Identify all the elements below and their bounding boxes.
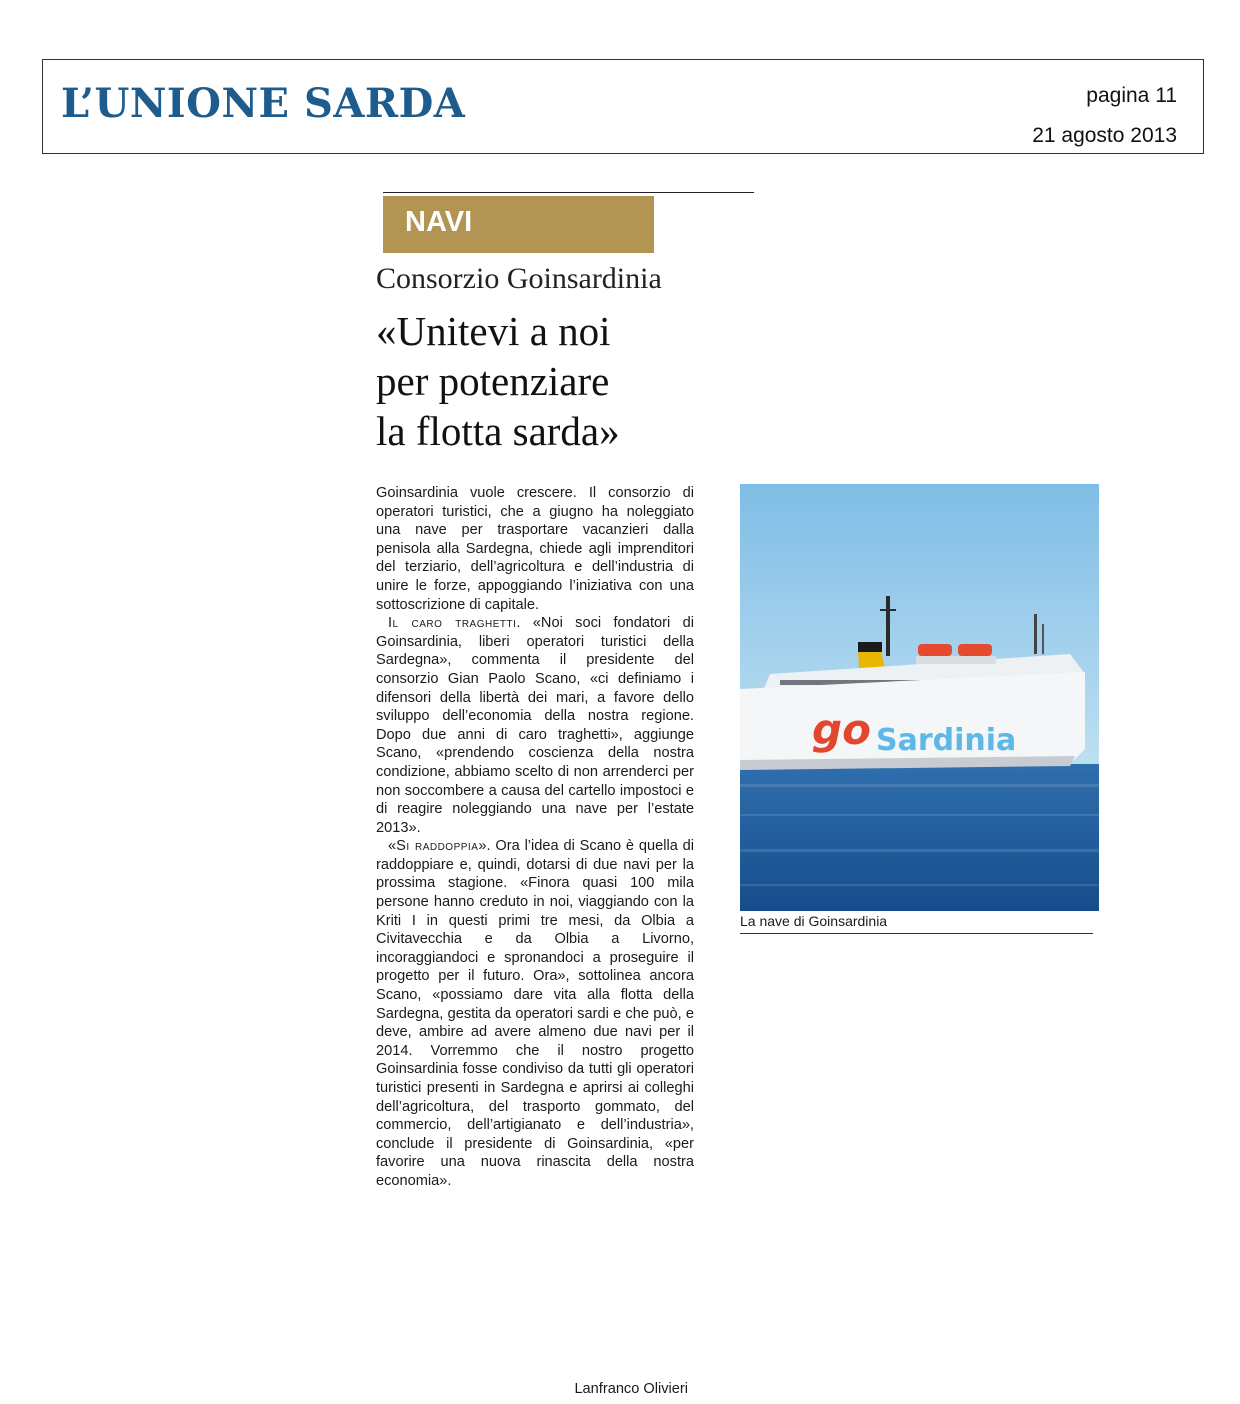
subhead-caro-traghetti: Il caro traghetti [388,615,517,632]
issue-date: 21 agosto 2013 [1032,124,1177,147]
page-number: pagina 11 [1086,84,1177,107]
hull-logo-sardinia: Sardinia [876,723,1017,758]
photo-caption: La nave di Goinsardinia [740,913,888,929]
masthead-box [42,59,1204,154]
headline-line: la flotta sarda» [376,408,620,454]
subhead-si-raddoppia: Si raddoppia [396,838,479,855]
headline-line: «Unitevi a noi [376,308,611,354]
paragraph: «Si raddoppia». Ora l’idea di Scano è quella di raddoppiare e, quindi, dotarsi di due navi per la prossima stagione. «Finora quasi 100 mila persone hanno creduto in noi, viaggiando con la Kriti I in questi primi tre mesi, da Olbia a Civitavecchia e da Olbia a Livorno, incoraggiandoci e spronandoci a proseguire il progetto per il futuro. Ora», sottolinea ancora Scano, «possiamo dare vita alla flotta della Sardegna, gestita da operatori sardi e che può, e deve, ambire ad avere almeno due navi per il 2014. Vorremmo che il nostro progetto Goinsardinia fosse condiviso da tutti gli operatori turistici presenti in Sardegna e aprirsi ai colleghi dell’agricoltura, del trasporto gommato, del commercio, dell’artigianato e dell’industria», conclude il presidente di Goinsardinia, «per favorire una nuova rinascita della nostra economia». [376,838,695,1189]
ship-photo [740,484,1099,911]
hull-logo-go: go [812,705,871,754]
article-headline [376,306,736,456]
headline-line: per potenziare [376,358,610,404]
article-body [376,484,694,1191]
newspaper-masthead: L’UNIONE SARDA [61,80,466,127]
section-tag: NAVI [383,196,654,253]
paragraph: Goinsardinia vuole crescere. Il consorzio di operatori turistici, che a giugno ha noleggiato una nave per trasportare vacanzieri dalla penisola alla Sardegna, chiede agli imprenditori del terziario, dell’agricoltura e dell’industria di unire le forze, appoggiando l’iniziativa con una sottoscrizione di capitale. [376,485,694,613]
paragraph: Il caro traghetti. «Noi soci fondatori di Goinsardinia, liberi operatori turistici della Sardegna», commenta il presidente del consorzio Gian Paolo Scano, «ci definiamo i difensori della libertà dei mari, a favore dello sviluppo dell’economia della nostra regione. Dopo due anni di caro traghetti», aggiunge Scano, «prendendo coscienza della nostra condizione, abbiamo scelto di non arrenderci per non soccombere a causa del cartello impostoci e di reagire noleggiando una nave per l’estate 2013». [376,615,694,836]
caption-rule [740,933,1093,934]
section-rule [383,192,754,193]
article-kicker: Consorzio Goinsardinia [376,262,662,295]
page-info [1032,76,1177,156]
article-byline: Lanfranco Olivieri [574,1381,688,1397]
